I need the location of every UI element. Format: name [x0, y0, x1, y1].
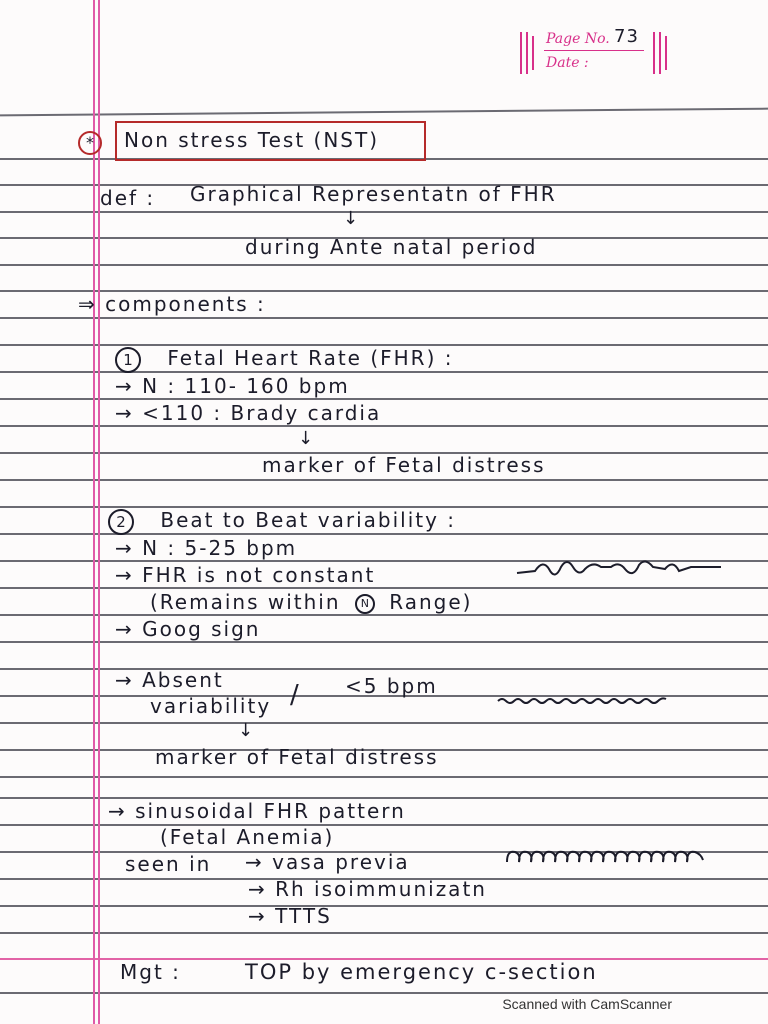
- seen-in-item-1: → vasa previa: [245, 850, 410, 874]
- component2-not-constant: → FHR is not constant: [115, 563, 376, 587]
- component2-title: Beat to Beat variability :: [160, 508, 457, 532]
- rule-line: [0, 824, 768, 826]
- rule-line: [0, 587, 768, 589]
- component2-anemia: (Fetal Anemia): [160, 825, 335, 849]
- rule-line: [0, 905, 768, 907]
- scanner-watermark: Scanned with CamScanner: [502, 996, 672, 1012]
- component2-absent1: → Absent: [115, 668, 224, 692]
- rule-line: [0, 211, 768, 213]
- component2-number: 2: [108, 509, 134, 535]
- component1-normal: → N : 110- 160 bpm: [115, 374, 350, 398]
- title-text: Non stress Test (NST): [124, 128, 379, 152]
- rule-line: [0, 317, 768, 319]
- seen-in-item-3: → TTTS: [248, 904, 332, 928]
- header-bracket-right: [648, 28, 674, 78]
- seen-in-item-2: → Rh isoimmunizatn: [248, 877, 487, 901]
- component2-lt5: <5 bpm: [345, 674, 438, 698]
- sinusoidal-squiggle: [505, 846, 707, 868]
- definition-label: def :: [100, 186, 156, 210]
- page-no-value: 73: [614, 26, 639, 47]
- variable-fhr-squiggle: [515, 555, 725, 585]
- definition-line2: during Ante natal period: [245, 235, 538, 259]
- remains-text-a: (Remains within: [150, 590, 341, 614]
- component2-absent2: variability: [150, 694, 272, 718]
- component2-marker: marker of Fetal distress: [155, 745, 439, 769]
- rule-line: [0, 264, 768, 266]
- rule-line: [0, 425, 768, 427]
- component1-row: [115, 346, 453, 373]
- rule-line: [0, 398, 768, 400]
- component1-brady: → <110 : Brady cardia: [115, 401, 382, 425]
- remains-normal-circle: N: [355, 594, 375, 614]
- rule-line: [0, 108, 768, 117]
- management-label: Mgt :: [120, 960, 181, 984]
- definition-arrow: ↓: [343, 208, 360, 229]
- title-star-marker: *: [78, 131, 102, 155]
- rule-line: [0, 776, 768, 778]
- component2-row: [108, 508, 456, 535]
- component2-remains: [150, 590, 472, 614]
- component2-arrow: ↓: [238, 720, 255, 741]
- component1-title: Fetal Heart Rate (FHR) :: [167, 346, 454, 370]
- remains-text-b: Range): [389, 590, 473, 614]
- rule-line: [0, 722, 768, 724]
- management-text: TOP by emergency c-section: [245, 960, 598, 984]
- rule-line: [0, 932, 768, 934]
- page-no-label: Page No.: [546, 31, 610, 47]
- component2-slash: /: [290, 680, 300, 710]
- header-underline: [544, 50, 644, 51]
- component2-normal: → N : 5-25 bpm: [115, 536, 298, 560]
- component2-good-sign: → Goog sign: [115, 617, 261, 641]
- definition-line1: Graphical Representatn of FHR: [190, 182, 557, 206]
- components-heading: ⇒ components :: [78, 292, 266, 316]
- rule-line: [0, 479, 768, 481]
- component1-marker: marker of Fetal distress: [262, 453, 546, 477]
- header-bracket-left: [515, 28, 545, 78]
- date-label: Date :: [546, 55, 589, 71]
- margin-line: [98, 0, 100, 1024]
- component2-sinusoidal: → sinusoidal FHR pattern: [108, 799, 406, 823]
- rule-line: [0, 641, 768, 643]
- rule-line: [0, 614, 768, 616]
- seen-in-label: seen in: [125, 852, 212, 876]
- absent-variability-squiggle: [496, 692, 671, 708]
- component1-arrow: ↓: [298, 428, 315, 449]
- rule-line: [0, 992, 768, 994]
- component1-number: 1: [115, 347, 141, 373]
